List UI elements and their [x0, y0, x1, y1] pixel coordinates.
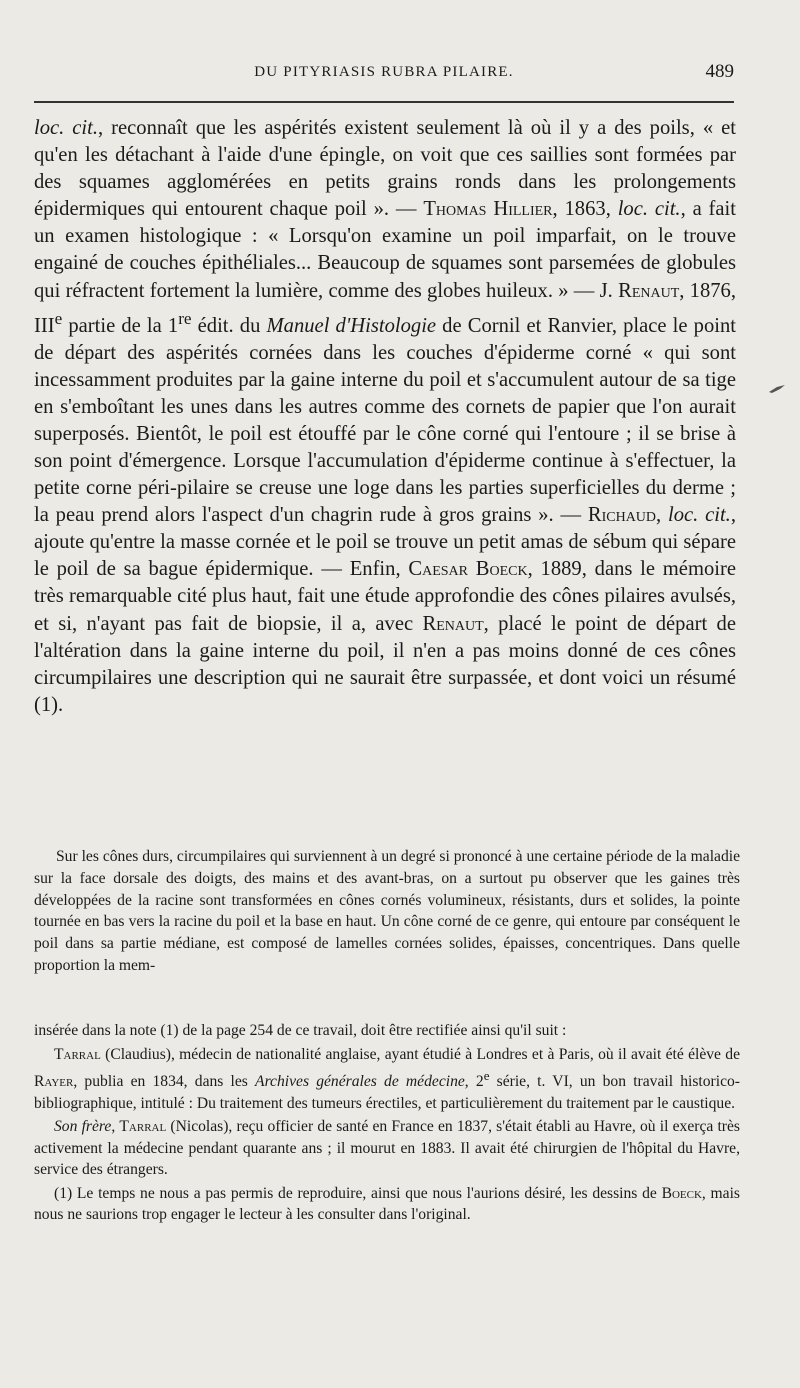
author-name: Renaut [618, 279, 680, 302]
citation: loc. cit. [617, 198, 681, 221]
footnotes [34, 1020, 740, 1228]
page-header [34, 58, 734, 88]
citation: loc. cit. [667, 504, 731, 527]
ink-mark-icon [768, 384, 786, 394]
author-name: Renaut [422, 612, 484, 635]
page-number: 489 [705, 61, 734, 82]
author-name: Caesar Boeck [408, 558, 528, 581]
citation: loc. cit. [34, 117, 99, 139]
book-title: Manuel d'Histologie [266, 314, 437, 337]
author-name: Thomas Hillier [423, 198, 553, 221]
author-name: Tarral [119, 1118, 167, 1136]
header-rule [34, 101, 734, 103]
footnote-continuation: insérée dans la note (1) de la page 254 de ce travail, doit être rectifiée ainsi qu'il suit : [34, 1022, 567, 1039]
author-name: Richaud [587, 504, 657, 527]
main-text [34, 115, 736, 719]
journal-title: Archives générales de médecine [255, 1073, 465, 1091]
running-title: DU PITYRIASIS RUBRA PILAIRE. [254, 64, 514, 80]
author-name: Boeck [661, 1184, 702, 1202]
body-paragraph: loc. cit., reconnaît que les aspérités existent seulement là où il y a des poils, « et qu'en les détachant à l'aide d'une épingle, on voit que ces saillies sont formées par des squames agglomérées en petits grains ronds dans les prolongements épidermiques qui entourent chaque poil ». — Thomas Hillier, 1863, loc. cit., a fait un examen histologique : « Lorsqu'on examine un poil imparfait, on le trouve engainé de couches épithéliales... Beaucoup de squames sont parsemées de globules qui réfractent fortement la lumière, comme des globes huileux. » — J. Renaut, 1876, IIIe partie de la 1re édit. du Manuel d'Histologie de Cornil et Ranvier, place le point de départ des aspérités cornées dans les couches d'épiderme corné « qui sont incessamment produites par la gaine interne du poil et s'accumulent autour de sa tige en s'emboîtant les unes dans les autres comme des cornets de papier que l'on aurait superposés. Bientôt, le poil est étouffé par le cône corné qui l'entoure ; il se brise à son point d'émergence. Lorsque l'accumulation d'épiderme continue à s'effectuer, la petite corne péri-pilaire se creuse une loge dans les parties superficielles du derme ; la peau prend alors l'aspect d'un chagrin rude à gros grains ». — Richaud, loc. cit., ajoute qu'entre la masse cornée et le poil se trouve un petit amas de sébum qui sépare le poil de sa bague épidermique. — Enfin, Caesar Boeck, 1889, dans le mémoire très remarquable cité plus haut, fait une étude approfondie des cônes pilaires avulsés, et si, n'ayant pas fait de biopsie, il a, avec Renaut, placé le point de départ de l'altération dans la gaine interne du poil, il n'en a pas moins donné de ces cônes circumpilaires une description qui ne saurait être surpassée, et dont voici un résumé (1). [34, 117, 737, 716]
footnote-paragraph: Tarral (Claudius), médecin de nationalité anglaise, ayant étudié à Londres et à Paris, où il avait été élève de Rayer, publia en 1834, dans les Archives générales de médecine, 2e série, t. VI, un bon travail historico-bibliographique, intitulé : Du traitement des tumeurs érectiles, et particulièrement du traitement par le caustique. [34, 1045, 740, 1112]
footnote-1: (1) Le temps ne nous a pas permis de reproduire, ainsi que nous l'aurions désiré, les dessins de Boeck, mais nous ne saurions trop engager le lecteur à les consulter dans l'original. [34, 1184, 740, 1224]
author-name: Tarral [54, 1045, 101, 1063]
summary-text [34, 846, 740, 977]
author-name: Rayer [34, 1073, 74, 1091]
footnote-paragraph: Son frère, Tarral (Nicolas), reçu officier de santé en France en 1837, s'était établi au Havre, où il exerça très activement la médecine pendant quarante ans ; il mourut en 1883. Il avait été chirurgien de l'hôpital du Havre, service des étrangers. [34, 1118, 740, 1179]
summary-paragraph: Sur les cônes durs, circumpilaires qui surviennent à un degré si prononcé à une certaine période de la maladie sur la face dorsale des doigts, des mains et des avant-bras, on a surtout pu observer que les gaines très développées de la racine sont transformées en cônes cornés volumineux, résistants, durs et solides, la pointe tournée en bas vers la racine du poil et la base en haut. Un cône corné de ce genre, qui entoure par conséquent le poil dans sa partie médiane, est composé de lamelles cornées solides, épaisses, concentriques. Dans quelle proportion la mem- [34, 848, 740, 974]
